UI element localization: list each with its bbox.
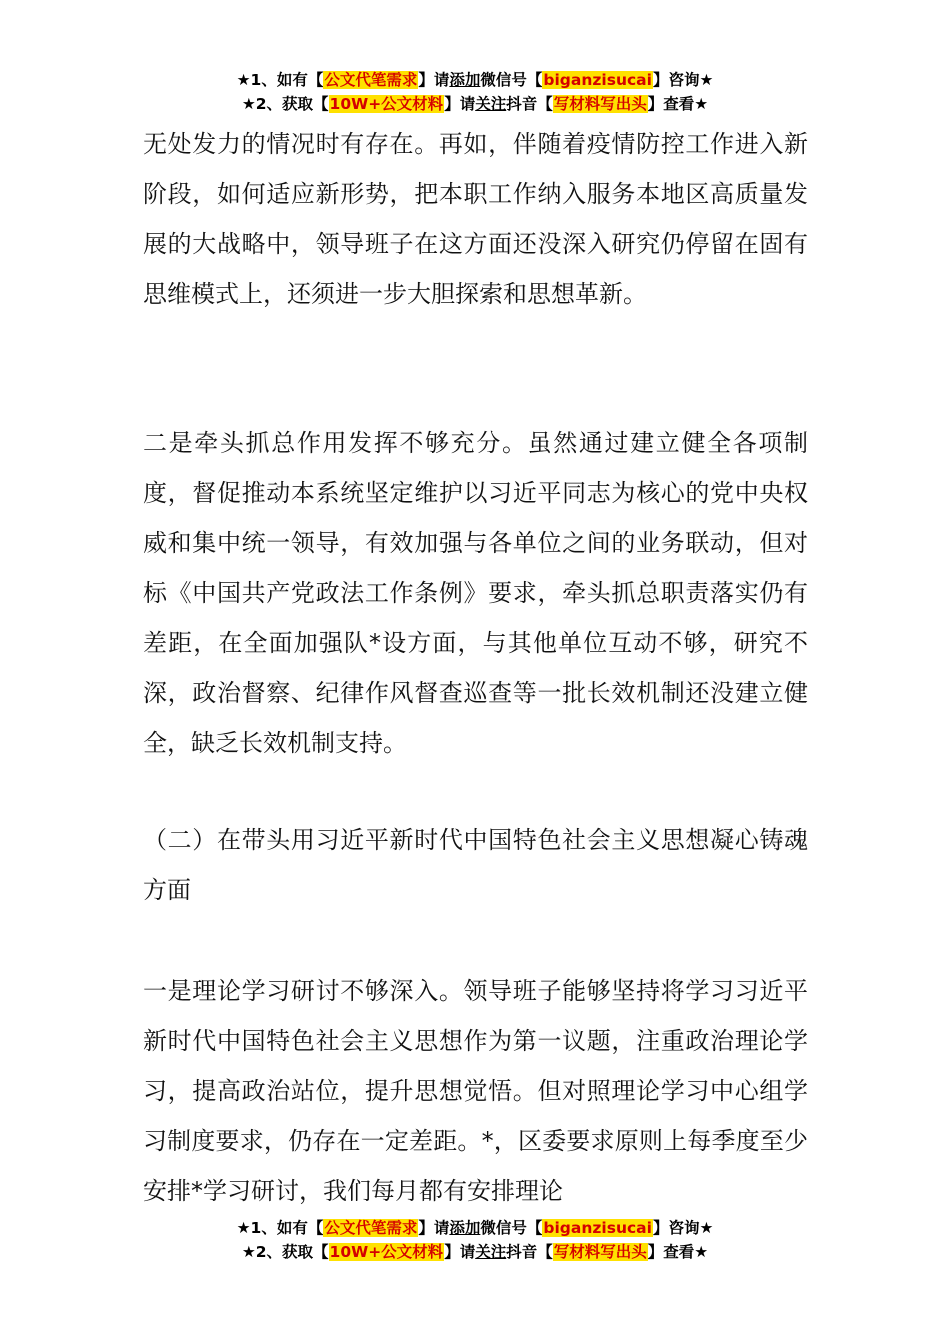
banner-line-2: ★2、获取【10W+公文材料】请关注抖音【写材料写出头】查看★ <box>241 95 709 113</box>
banner-highlight: 公文代笔需求 <box>324 1219 418 1237</box>
footer-banner <box>0 1216 950 1264</box>
header-banner <box>0 68 950 116</box>
banner-line-2: ★2、获取【10W+公文材料】请关注抖音【写材料写出头】查看★ <box>241 1243 709 1261</box>
banner-highlight: 公文代笔需求 <box>324 71 418 89</box>
banner-highlight: 写材料写出头 <box>553 95 647 113</box>
banner-highlight: biganzisucai <box>543 71 652 89</box>
banner-highlight: biganzisucai <box>543 1219 652 1237</box>
banner-line-1: ★1、如有【公文代笔需求】请添加微信号【biganzisucai】咨询★ <box>236 71 714 89</box>
section-heading: （二）在带头用习近平新时代中国特色社会主义思想凝心铸魂方面 <box>143 826 808 904</box>
body-paragraph: 无处发力的情况时有存在。再如，伴随着疫情防控工作进入新阶段，如何适应新形势，把本职工作纳入服务本地区高质量发展的大战略中，领导班子在这方面还没深入研究仍停留在固有思维模式上，还须进一步大胆探索和思想革新。 <box>143 130 808 308</box>
body-paragraph: 二是牵头抓总作用发挥不够充分。虽然通过建立健全各项制度，督促推动本系统坚定维护以习近平同志为核心的党中央权威和集中统一领导，有效加强与各单位之间的业务联动，但对标《中国共产党政法工作条例》要求，牵头抓总职责落实仍有差距，在全面加强队*设方面，与其他单位互动不够，研究不深，政治督察、纪律作风督查巡查等一批长效机制还没建立健全，缺乏长效机制支持。 <box>143 429 808 757</box>
banner-highlight: 10W+公文材料 <box>329 95 444 113</box>
banner-highlight: 10W+公文材料 <box>329 1243 444 1261</box>
banner-highlight: 写材料写出头 <box>553 1243 647 1261</box>
banner-line-1: ★1、如有【公文代笔需求】请添加微信号【biganzisucai】咨询★ <box>236 1219 714 1237</box>
body-paragraph: 一是理论学习研讨不够深入。领导班子能够坚持将学习习近平新时代中国特色社会主义思想作为第一议题，注重政治理论学习，提高政治站位，提升思想觉悟。但对照理论学习中心组学习制度要求，仍存在一定差距。*，区委要求原则上每季度至少安排*学习研讨，我们每月都有安排理论 <box>143 977 808 1205</box>
